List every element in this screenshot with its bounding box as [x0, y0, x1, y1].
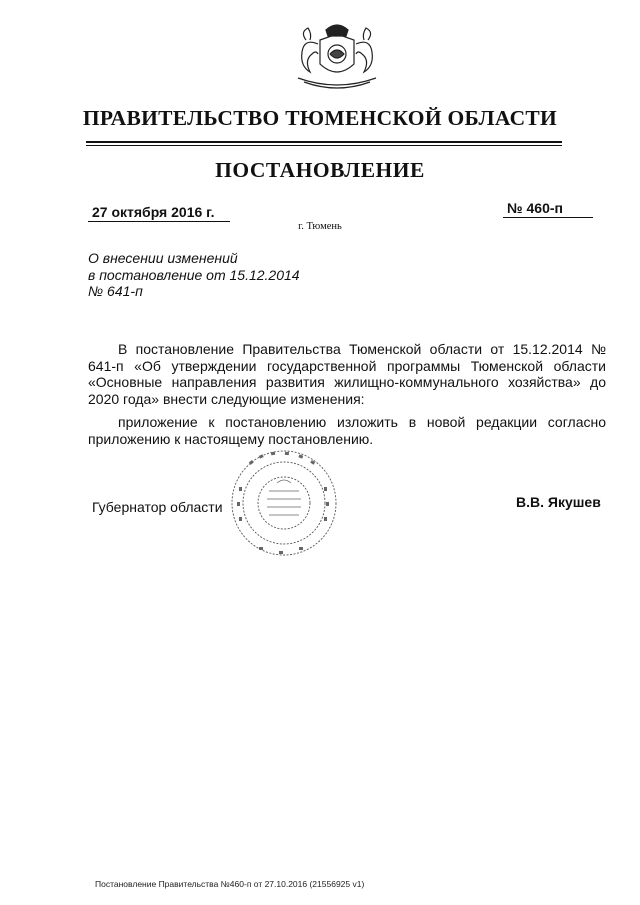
body-paragraph: приложение к постановлению изложить в новой редакции согласно приложению к настоящему постановлению. [88, 414, 606, 447]
body-paragraph: В постановление Правительства Тюменской области от 15.12.2014 № 641-п «Об утверждении государственной программы Тюменской области «Основные направления развития жилищно-коммунального хозяйства» до 2020 года» внести следующие изменения: [88, 341, 606, 407]
subject-line: в постановление от 15.12.2014 [88, 266, 300, 283]
header-rule-thin [86, 145, 562, 146]
number-underline [503, 217, 593, 218]
document-type-heading: ПОСТАНОВЛЕНИЕ [215, 158, 425, 182]
coat-of-arms-icon [290, 20, 384, 90]
document-body [88, 341, 606, 447]
official-seal-stamp [229, 447, 339, 559]
signatory-name: В.В. Якушев [516, 494, 601, 510]
document-city: г. Тюмень [298, 221, 342, 232]
document-subject [88, 250, 300, 300]
signatory-position: Губернатор области [92, 499, 223, 515]
subject-line: № 641-п [88, 283, 143, 299]
subject-line: О внесении изменений [88, 250, 238, 266]
document-date: 27 октября 2016 г. [92, 204, 215, 220]
document-number: № 460-п [507, 200, 563, 216]
document-footer: Постановление Правительства №460-п от 27.10.2016 (21556925 v1) [95, 879, 365, 889]
header-rule-thick [86, 141, 562, 143]
government-title: ПРАВИТЕЛЬСТВО ТЮМЕНСКОЙ ОБЛАСТИ [82, 106, 558, 130]
